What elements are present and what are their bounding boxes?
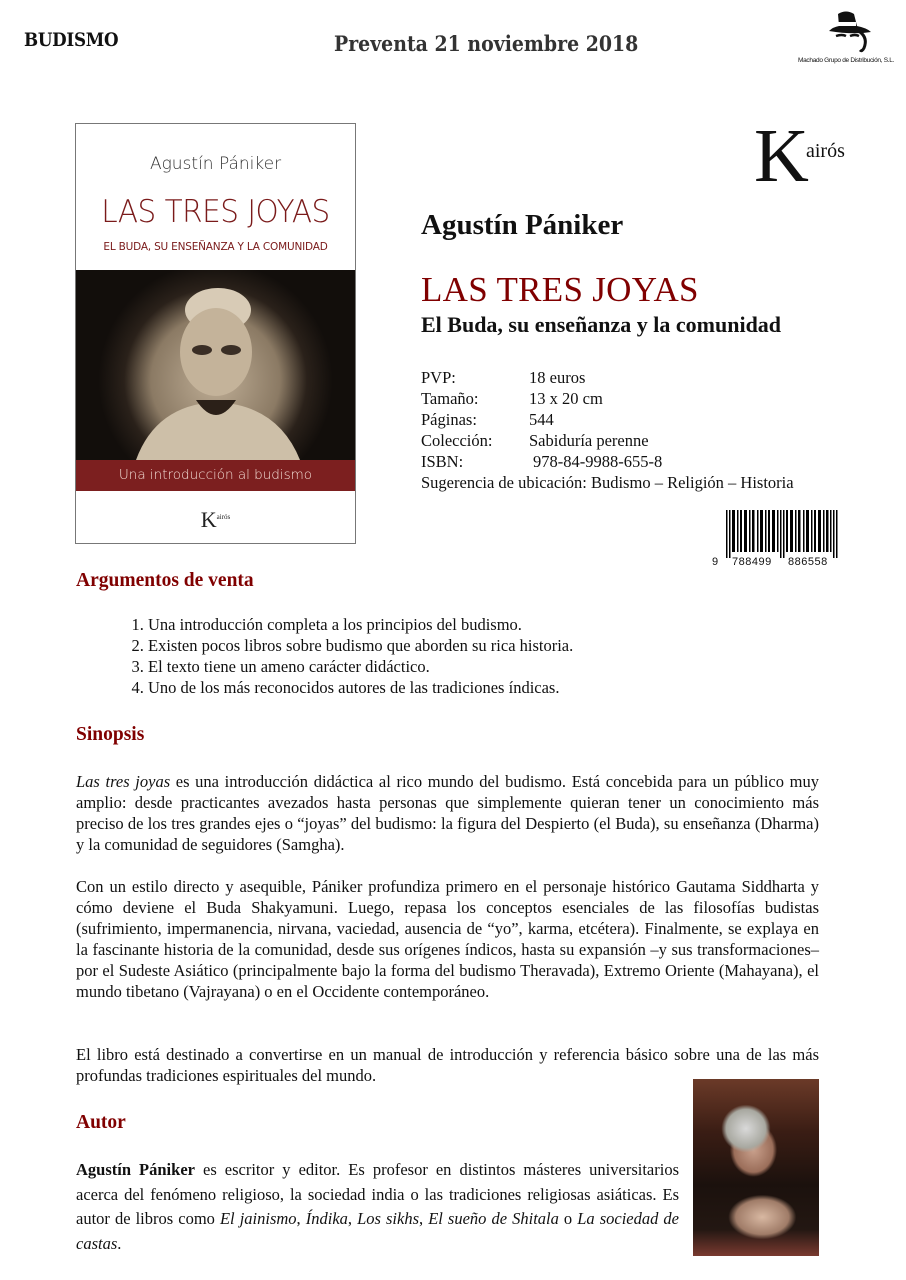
publisher-logo <box>754 114 845 198</box>
separator: o <box>558 1209 578 1228</box>
spec-size <box>421 388 794 409</box>
cover-subtitle: EL BUDA, SU ENSEÑANZA Y LA COMUNIDAD <box>103 241 328 253</box>
book-title-italic: Las tres joyas <box>76 772 171 791</box>
publisher-logo-rest: airós <box>806 140 845 162</box>
cover-logo-rest: airós <box>216 513 231 521</box>
book-reference: Los sikhs <box>357 1209 419 1228</box>
book-author: Agustín Pániker <box>421 209 624 241</box>
spec-collection <box>421 430 794 451</box>
section-heading-arguments: Argumentos de venta <box>76 570 254 591</box>
barcode-icon <box>726 510 838 558</box>
cover-title: LAS TRES JOYAS <box>101 194 330 230</box>
category-label: BUDISMO <box>24 29 119 51</box>
synopsis-paragraph-3: El libro está destinado a convertirse en un manual de introducción y referencia básico sobre una de las más profundas tradiciones espirituales del mundo. <box>76 1045 819 1085</box>
selling-points-list <box>130 614 573 698</box>
book-reference: El sueño de Shitala <box>428 1209 559 1228</box>
list-item: 1. Una introducción completa a los principios del budismo. <box>148 614 573 635</box>
author-bio <box>76 1158 679 1256</box>
list-item: 2. Existen pocos libros sobre budismo que aborden su rica historia. <box>148 635 573 656</box>
distributor-caption: Machado Grupo de Distribución, S.L. <box>798 57 895 64</box>
spec-label: Páginas: <box>421 410 477 429</box>
barcode-group-1: 788499 <box>732 556 772 568</box>
cover-author: Agustín Pániker <box>149 154 282 174</box>
isbn-barcode <box>712 510 842 570</box>
book-cover <box>75 123 356 544</box>
synopsis-text: es una introducción didáctica al rico mundo del budismo. Está concebida para un público muy amplio: desde practicantes avezados hasta personas que simplemente quieran tener un conocimiento más preciso de los tres grandes ejes o “joyas” del budismo: la figura del Despierto (el Buda), su enseñanza (Dharma) y la comunidad de seguidores (Samgha). <box>76 772 819 854</box>
spec-label: Tamaño: <box>421 389 479 408</box>
cover-band: Una introducción al budismo <box>76 460 355 491</box>
spec-value: 18 euros <box>529 368 586 387</box>
distributor-logo <box>798 10 895 68</box>
list-item: 3. El texto tiene un ameno carácter didáctico. <box>148 656 573 677</box>
bio-text: es escritor y editor. Es profesor en distintos másteres universitarios acerca del fenómeno religioso, la sociedad india o las tradiciones religiosas asiáticas. Es autor de libros como <box>76 1160 679 1228</box>
author-name: Agustín Pániker <box>76 1160 195 1179</box>
book-reference: Índika <box>305 1209 348 1228</box>
buddha-image <box>76 270 355 460</box>
separator: , <box>419 1209 429 1228</box>
barcode-group-2: 886558 <box>788 556 828 568</box>
spec-label: ISBN: <box>421 452 464 471</box>
synopsis-paragraph-2: Con un estilo directo y asequible, Pániker profundiza primero en el personaje histórico Gautama Siddharta y cómo deviene el Buda Shakyamuni. Luego, repasa los conceptos esenciales de las filosofías budistas (sufrimiento, impermanencia, nirvana, vaciedad, ausencia de “yo”, karma, etcétera). Finalmente, se explaya en la fascinante historia de la comunidad, desde sus orígenes índicos, hasta su expansión –y sus transformaciones– por el Sudeste Asiático (principalmente bajo la forma del budismo Theravada), Extremo Oriente (Mahayana), el mundo tibetano (Vajrayana) o en el Occidente contemporáneo. <box>76 877 819 1001</box>
spec-value: 544 <box>529 410 554 429</box>
spec-isbn <box>421 451 794 472</box>
location-suggestion: Sugerencia de ubicación: Budismo – Religión – Historia <box>421 473 794 492</box>
presale-date: Preventa 21 noviembre 2018 <box>334 31 639 56</box>
author-photo <box>693 1079 819 1256</box>
synopsis-paragraph-1 <box>76 771 819 855</box>
publisher-logo-k: K <box>754 114 809 198</box>
book-reference: El jainismo <box>219 1209 297 1228</box>
barcode-digits <box>712 556 842 568</box>
book-subtitle: El Buda, su enseñanza y la comunidad <box>421 312 782 337</box>
buddha-statue-icon <box>76 270 355 460</box>
section-heading-author: Autor <box>76 1112 126 1133</box>
book-title: LAS TRES JOYAS <box>421 270 699 309</box>
spec-value: 13 x 20 cm <box>529 389 603 408</box>
spec-label: PVP: <box>421 368 456 387</box>
list-item: 4. Uno de los más reconocidos autores de las tradiciones índicas. <box>148 677 573 698</box>
spec-label: Colección: <box>421 431 493 450</box>
book-specs <box>421 367 794 493</box>
section-heading-synopsis: Sinopsis <box>76 724 145 745</box>
spec-location <box>421 472 794 493</box>
spec-pages <box>421 409 794 430</box>
hat-man-logo-icon <box>816 10 876 56</box>
barcode-first-digit: 9 <box>712 556 719 568</box>
spec-price <box>421 367 794 388</box>
book-reference: La sociedad de castas <box>76 1209 680 1253</box>
separator: . <box>117 1233 122 1253</box>
cover-publisher-logo <box>76 507 355 533</box>
separator: , <box>296 1209 306 1228</box>
separator: , <box>347 1209 358 1228</box>
spec-value: 978-84-9988-655-8 <box>533 452 663 471</box>
cover-logo-k: K <box>200 507 217 532</box>
spec-value: Sabiduría perenne <box>529 431 649 450</box>
